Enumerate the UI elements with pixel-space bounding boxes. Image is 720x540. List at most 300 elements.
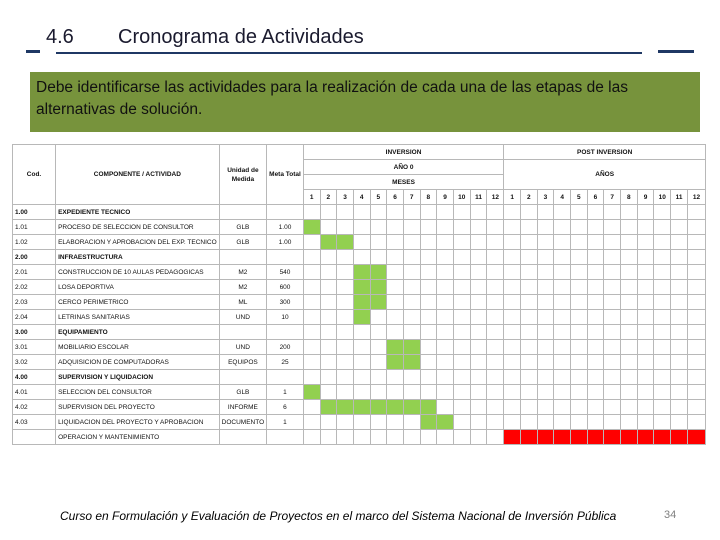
gantt-cell [387, 370, 404, 385]
gantt-cell [637, 400, 654, 415]
gantt-bar-cell [370, 295, 387, 310]
gantt-cell [470, 400, 487, 415]
gantt-cell [370, 355, 387, 370]
gantt-cell [337, 295, 354, 310]
month-number: 5 [370, 190, 387, 205]
gantt-cell [337, 370, 354, 385]
activity-row [13, 385, 706, 400]
gantt-cell [621, 205, 638, 220]
gantt-cell [403, 205, 420, 220]
gantt-cell [587, 265, 604, 280]
gantt-cell [537, 235, 554, 250]
gantt-cell [387, 220, 404, 235]
activity-code: 2.00 [13, 250, 56, 265]
gantt-cell [687, 280, 705, 295]
gantt-cell [420, 325, 437, 340]
activity-unit: GLB [219, 385, 267, 400]
col-component-header: COMPONENTE / ACTIVIDAD [56, 145, 220, 205]
gantt-cell [587, 400, 604, 415]
gantt-cell [504, 310, 521, 325]
gantt-cell [437, 400, 454, 415]
gantt-cell [637, 265, 654, 280]
gantt-cell [654, 295, 671, 310]
gantt-cell [637, 295, 654, 310]
activity-meta [267, 430, 304, 445]
gantt-cell [570, 250, 587, 265]
gantt-cell [520, 280, 537, 295]
activity-code: 4.02 [13, 400, 56, 415]
gantt-cell [453, 220, 470, 235]
gantt-cell [587, 355, 604, 370]
page-number: 34 [664, 509, 677, 521]
gantt-cell [453, 430, 470, 445]
gantt-cell [654, 325, 671, 340]
gantt-cell [504, 325, 521, 340]
activity-name: OPERACION Y MANTENIMIENTO [56, 430, 220, 445]
activity-unit [219, 250, 267, 265]
gantt-cell [671, 355, 688, 370]
gantt-cell [337, 265, 354, 280]
gantt-cell [403, 235, 420, 250]
gantt-cell [570, 220, 587, 235]
years-header: AÑOS [504, 160, 706, 190]
gantt-cell [353, 235, 370, 250]
gantt-cell [654, 415, 671, 430]
gantt-cell [320, 430, 337, 445]
month-number: 8 [420, 190, 437, 205]
gantt-cell [637, 280, 654, 295]
gantt-cell [671, 250, 688, 265]
gantt-cell [320, 340, 337, 355]
gantt-bar-cell [420, 415, 437, 430]
gantt-cell [671, 415, 688, 430]
gantt-cell [554, 250, 571, 265]
gantt-cell [621, 415, 638, 430]
gantt-cell [403, 385, 420, 400]
gantt-cell [637, 235, 654, 250]
gantt-cell [320, 415, 337, 430]
gantt-cell [504, 400, 521, 415]
activity-unit: M2 [219, 265, 267, 280]
gantt-cell [520, 295, 537, 310]
gantt-cell [303, 310, 320, 325]
gantt-cell [320, 355, 337, 370]
gantt-cell [687, 235, 705, 250]
gantt-cell [353, 250, 370, 265]
gantt-cell [453, 265, 470, 280]
activity-meta: 200 [267, 340, 304, 355]
gantt-cell [353, 385, 370, 400]
activity-row [13, 415, 706, 430]
gantt-cell [487, 355, 504, 370]
intro-box [30, 72, 700, 132]
gantt-cell [487, 310, 504, 325]
gantt-cell [504, 415, 521, 430]
gantt-cell [387, 385, 404, 400]
activity-unit: GLB [219, 235, 267, 250]
gantt-cell [687, 220, 705, 235]
activity-meta: 300 [267, 295, 304, 310]
gantt-cell [420, 250, 437, 265]
gantt-cell [621, 340, 638, 355]
gantt-cell [453, 370, 470, 385]
gantt-cell [370, 235, 387, 250]
activity-row [13, 355, 706, 370]
activity-name: CERCO PERIMETRICO [56, 295, 220, 310]
gantt-cell [604, 340, 621, 355]
gantt-cell [370, 430, 387, 445]
month-number: 10 [453, 190, 470, 205]
gantt-bar-cell [320, 235, 337, 250]
gantt-cell [570, 295, 587, 310]
gantt-cell [504, 385, 521, 400]
gantt-cell [654, 280, 671, 295]
gantt-cell [537, 295, 554, 310]
gantt-cell [437, 205, 454, 220]
om-bar-cell [587, 430, 604, 445]
activity-code: 4.01 [13, 385, 56, 400]
activity-unit: M2 [219, 280, 267, 295]
activity-code: 1.02 [13, 235, 56, 250]
gantt-cell [554, 340, 571, 355]
activity-row [13, 400, 706, 415]
gantt-cell [637, 250, 654, 265]
activity-code: 3.00 [13, 325, 56, 340]
gantt-cell [403, 295, 420, 310]
gantt-cell [520, 385, 537, 400]
activity-code: 3.02 [13, 355, 56, 370]
gantt-cell [487, 235, 504, 250]
gantt-cell [303, 235, 320, 250]
gantt-cell [520, 235, 537, 250]
gantt-cell [554, 280, 571, 295]
gantt-cell [337, 415, 354, 430]
activity-rows [13, 205, 706, 445]
om-bar-cell [504, 430, 521, 445]
gantt-cell [303, 265, 320, 280]
gantt-cell [604, 220, 621, 235]
activity-unit: DOCUMENTO [219, 415, 267, 430]
gantt-cell [470, 235, 487, 250]
gantt-cell [453, 250, 470, 265]
year-number: 7 [604, 190, 621, 205]
month-number: 3 [337, 190, 354, 205]
gantt-cell [587, 325, 604, 340]
year-zero-header: AÑO 0 [303, 160, 503, 175]
activity-row [13, 205, 706, 220]
gantt-bar-cell [403, 400, 420, 415]
gantt-cell [387, 430, 404, 445]
gantt-cell [671, 295, 688, 310]
gantt-cell [687, 295, 705, 310]
gantt-cell [554, 355, 571, 370]
activity-unit: UND [219, 340, 267, 355]
gantt-cell [470, 340, 487, 355]
gantt-cell [537, 220, 554, 235]
year-number: 10 [654, 190, 671, 205]
om-bar-cell [654, 430, 671, 445]
gantt-cell [387, 310, 404, 325]
slide-title: Cronograma de Actividades [118, 26, 364, 48]
gantt-cell [420, 295, 437, 310]
activity-code: 2.02 [13, 280, 56, 295]
gantt-cell [403, 280, 420, 295]
months-header: MESES [303, 175, 503, 190]
gantt-cell [320, 250, 337, 265]
gantt-cell [621, 385, 638, 400]
gantt-cell [587, 280, 604, 295]
activity-unit: INFORME [219, 400, 267, 415]
gantt-cell [470, 430, 487, 445]
gantt-bar-cell [353, 400, 370, 415]
gantt-cell [520, 370, 537, 385]
gantt-cell [470, 205, 487, 220]
gantt-cell [337, 340, 354, 355]
gantt-bar-cell [353, 310, 370, 325]
gantt-bar-cell [353, 265, 370, 280]
gantt-cell [554, 235, 571, 250]
gantt-cell [504, 295, 521, 310]
gantt-cell [654, 355, 671, 370]
gantt-cell [671, 310, 688, 325]
gantt-cell [453, 400, 470, 415]
gantt-cell [470, 220, 487, 235]
gantt-cell [687, 340, 705, 355]
gantt-cell [587, 250, 604, 265]
gantt-cell [687, 370, 705, 385]
activity-row [13, 235, 706, 250]
month-number: 11 [470, 190, 487, 205]
gantt-cell [520, 340, 537, 355]
gantt-cell [687, 265, 705, 280]
activity-meta [267, 205, 304, 220]
gantt-cell [671, 280, 688, 295]
gantt-cell [587, 235, 604, 250]
gantt-cell [353, 430, 370, 445]
gantt-cell [554, 205, 571, 220]
gantt-cell [554, 220, 571, 235]
year-number: 8 [621, 190, 638, 205]
activity-row [13, 430, 706, 445]
gantt-cell [604, 355, 621, 370]
gantt-cell [370, 250, 387, 265]
gantt-cell [487, 265, 504, 280]
gantt-bar-cell [437, 415, 454, 430]
gantt-cell [420, 265, 437, 280]
gantt-cell [570, 265, 587, 280]
gantt-cell [320, 370, 337, 385]
gantt-cell [337, 430, 354, 445]
activity-meta: 1 [267, 415, 304, 430]
gantt-cell [504, 265, 521, 280]
gantt-cell [687, 385, 705, 400]
gantt-cell [453, 235, 470, 250]
gantt-cell [621, 355, 638, 370]
gantt-cell [621, 220, 638, 235]
gantt-cell [303, 415, 320, 430]
gantt-cell [504, 220, 521, 235]
gantt-cell [470, 295, 487, 310]
footer-text: Curso en Formulación y Evaluación de Proyectos en el marco del Sistema Nacional de Inversión Pública [60, 509, 617, 523]
activity-row [13, 310, 706, 325]
gantt-cell [570, 415, 587, 430]
activity-unit: EQUIPOS [219, 355, 267, 370]
gantt-cell [671, 205, 688, 220]
gantt-cell [520, 220, 537, 235]
gantt-cell [621, 370, 638, 385]
gantt-cell [671, 220, 688, 235]
activity-row [13, 220, 706, 235]
gantt-cell [437, 280, 454, 295]
gantt-cell [370, 310, 387, 325]
gantt-cell [320, 325, 337, 340]
gantt-cell [437, 250, 454, 265]
gantt-cell [470, 250, 487, 265]
gantt-cell [437, 385, 454, 400]
gantt-cell [337, 280, 354, 295]
gantt-bar-cell [353, 295, 370, 310]
gantt-cell [487, 400, 504, 415]
gantt-cell [520, 355, 537, 370]
gantt-cell [587, 295, 604, 310]
gantt-cell [470, 385, 487, 400]
footer [0, 505, 720, 529]
activity-row [13, 250, 706, 265]
gantt-bar-cell [303, 385, 320, 400]
gantt-cell [487, 280, 504, 295]
activity-row [13, 340, 706, 355]
gantt-cell [554, 400, 571, 415]
activity-row [13, 280, 706, 295]
gantt-cell [453, 340, 470, 355]
gantt-cell [487, 340, 504, 355]
gantt-cell [420, 310, 437, 325]
month-number: 2 [320, 190, 337, 205]
gantt-cell [470, 415, 487, 430]
gantt-cell [537, 250, 554, 265]
activity-code: 1.01 [13, 220, 56, 235]
gantt-cell [637, 355, 654, 370]
activity-name: EXPEDIENTE TECNICO [56, 205, 220, 220]
gantt-cell [337, 310, 354, 325]
gantt-cell [537, 340, 554, 355]
gantt-cell [470, 310, 487, 325]
gantt-cell [353, 415, 370, 430]
activity-meta: 1.00 [267, 220, 304, 235]
gantt-cell [637, 310, 654, 325]
activity-name: INFRAESTRUCTURA [56, 250, 220, 265]
inversion-header: INVERSION [303, 145, 503, 160]
year-number: 9 [637, 190, 654, 205]
activity-name: SELECCION DEL CONSULTOR [56, 385, 220, 400]
activity-meta: 25 [267, 355, 304, 370]
gantt-cell [637, 205, 654, 220]
gantt-cell [353, 205, 370, 220]
gantt-bar-cell [320, 400, 337, 415]
intro-text: Debe identificarse las actividades para la realización de cada una de las etapas de las alternativas de solución. [36, 79, 628, 118]
gantt-cell [604, 325, 621, 340]
gantt-cell [671, 385, 688, 400]
gantt-cell [570, 355, 587, 370]
gantt-cell [604, 205, 621, 220]
om-bar-cell [604, 430, 621, 445]
gantt-cell [387, 265, 404, 280]
month-number: 9 [437, 190, 454, 205]
activity-name: SUPERVISION DEL PROYECTO [56, 400, 220, 415]
gantt-bar-cell [337, 400, 354, 415]
gantt-cell [654, 250, 671, 265]
gantt-cell [554, 325, 571, 340]
gantt-cell [437, 295, 454, 310]
gantt-cell [537, 415, 554, 430]
gantt-cell [520, 205, 537, 220]
activity-meta: 540 [267, 265, 304, 280]
gantt-cell [353, 340, 370, 355]
gantt-cell [637, 370, 654, 385]
om-bar-cell [537, 430, 554, 445]
gantt-cell [403, 265, 420, 280]
post-inversion-header: POST INVERSION [504, 145, 706, 160]
om-bar-cell [621, 430, 638, 445]
activity-unit [219, 430, 267, 445]
gantt-cell [437, 265, 454, 280]
col-meta-header: Meta Total [267, 145, 304, 205]
activity-name: LIQUIDACION DEL PROYECTO Y APROBACION [56, 415, 220, 430]
gantt-cell [453, 205, 470, 220]
om-bar-cell [637, 430, 654, 445]
year-number: 2 [520, 190, 537, 205]
gantt-cell [470, 280, 487, 295]
gantt-cell [303, 400, 320, 415]
gantt-cell [320, 220, 337, 235]
activity-code: 3.01 [13, 340, 56, 355]
gantt-cell [570, 235, 587, 250]
gantt-cell [403, 370, 420, 385]
gantt-cell [621, 280, 638, 295]
gantt-cell [637, 220, 654, 235]
gantt-cell [570, 400, 587, 415]
activity-unit [219, 370, 267, 385]
gantt-cell [353, 370, 370, 385]
gantt-bar-cell [370, 280, 387, 295]
activity-meta [267, 325, 304, 340]
gantt-cell [504, 355, 521, 370]
gantt-cell [520, 325, 537, 340]
header-rule-right [658, 50, 694, 53]
gantt-cell [487, 220, 504, 235]
gantt-cell [403, 415, 420, 430]
gantt-cell [520, 250, 537, 265]
gantt-cell [537, 355, 554, 370]
gantt-cell [687, 310, 705, 325]
month-number: 7 [403, 190, 420, 205]
gantt-cell [387, 295, 404, 310]
gantt-cell [420, 355, 437, 370]
gantt-cell [403, 310, 420, 325]
gantt-cell [520, 400, 537, 415]
gantt-cell [303, 355, 320, 370]
gantt-cell [470, 265, 487, 280]
gantt-cell [504, 250, 521, 265]
gantt-cell [570, 340, 587, 355]
om-bar-cell [554, 430, 571, 445]
om-bar-cell [671, 430, 688, 445]
gantt-cell [604, 370, 621, 385]
gantt-cell [604, 250, 621, 265]
gantt-cell [403, 220, 420, 235]
activity-name: CONSTRUCCION DE 10 AULAS PEDAGOGICAS [56, 265, 220, 280]
gantt-cell [370, 205, 387, 220]
